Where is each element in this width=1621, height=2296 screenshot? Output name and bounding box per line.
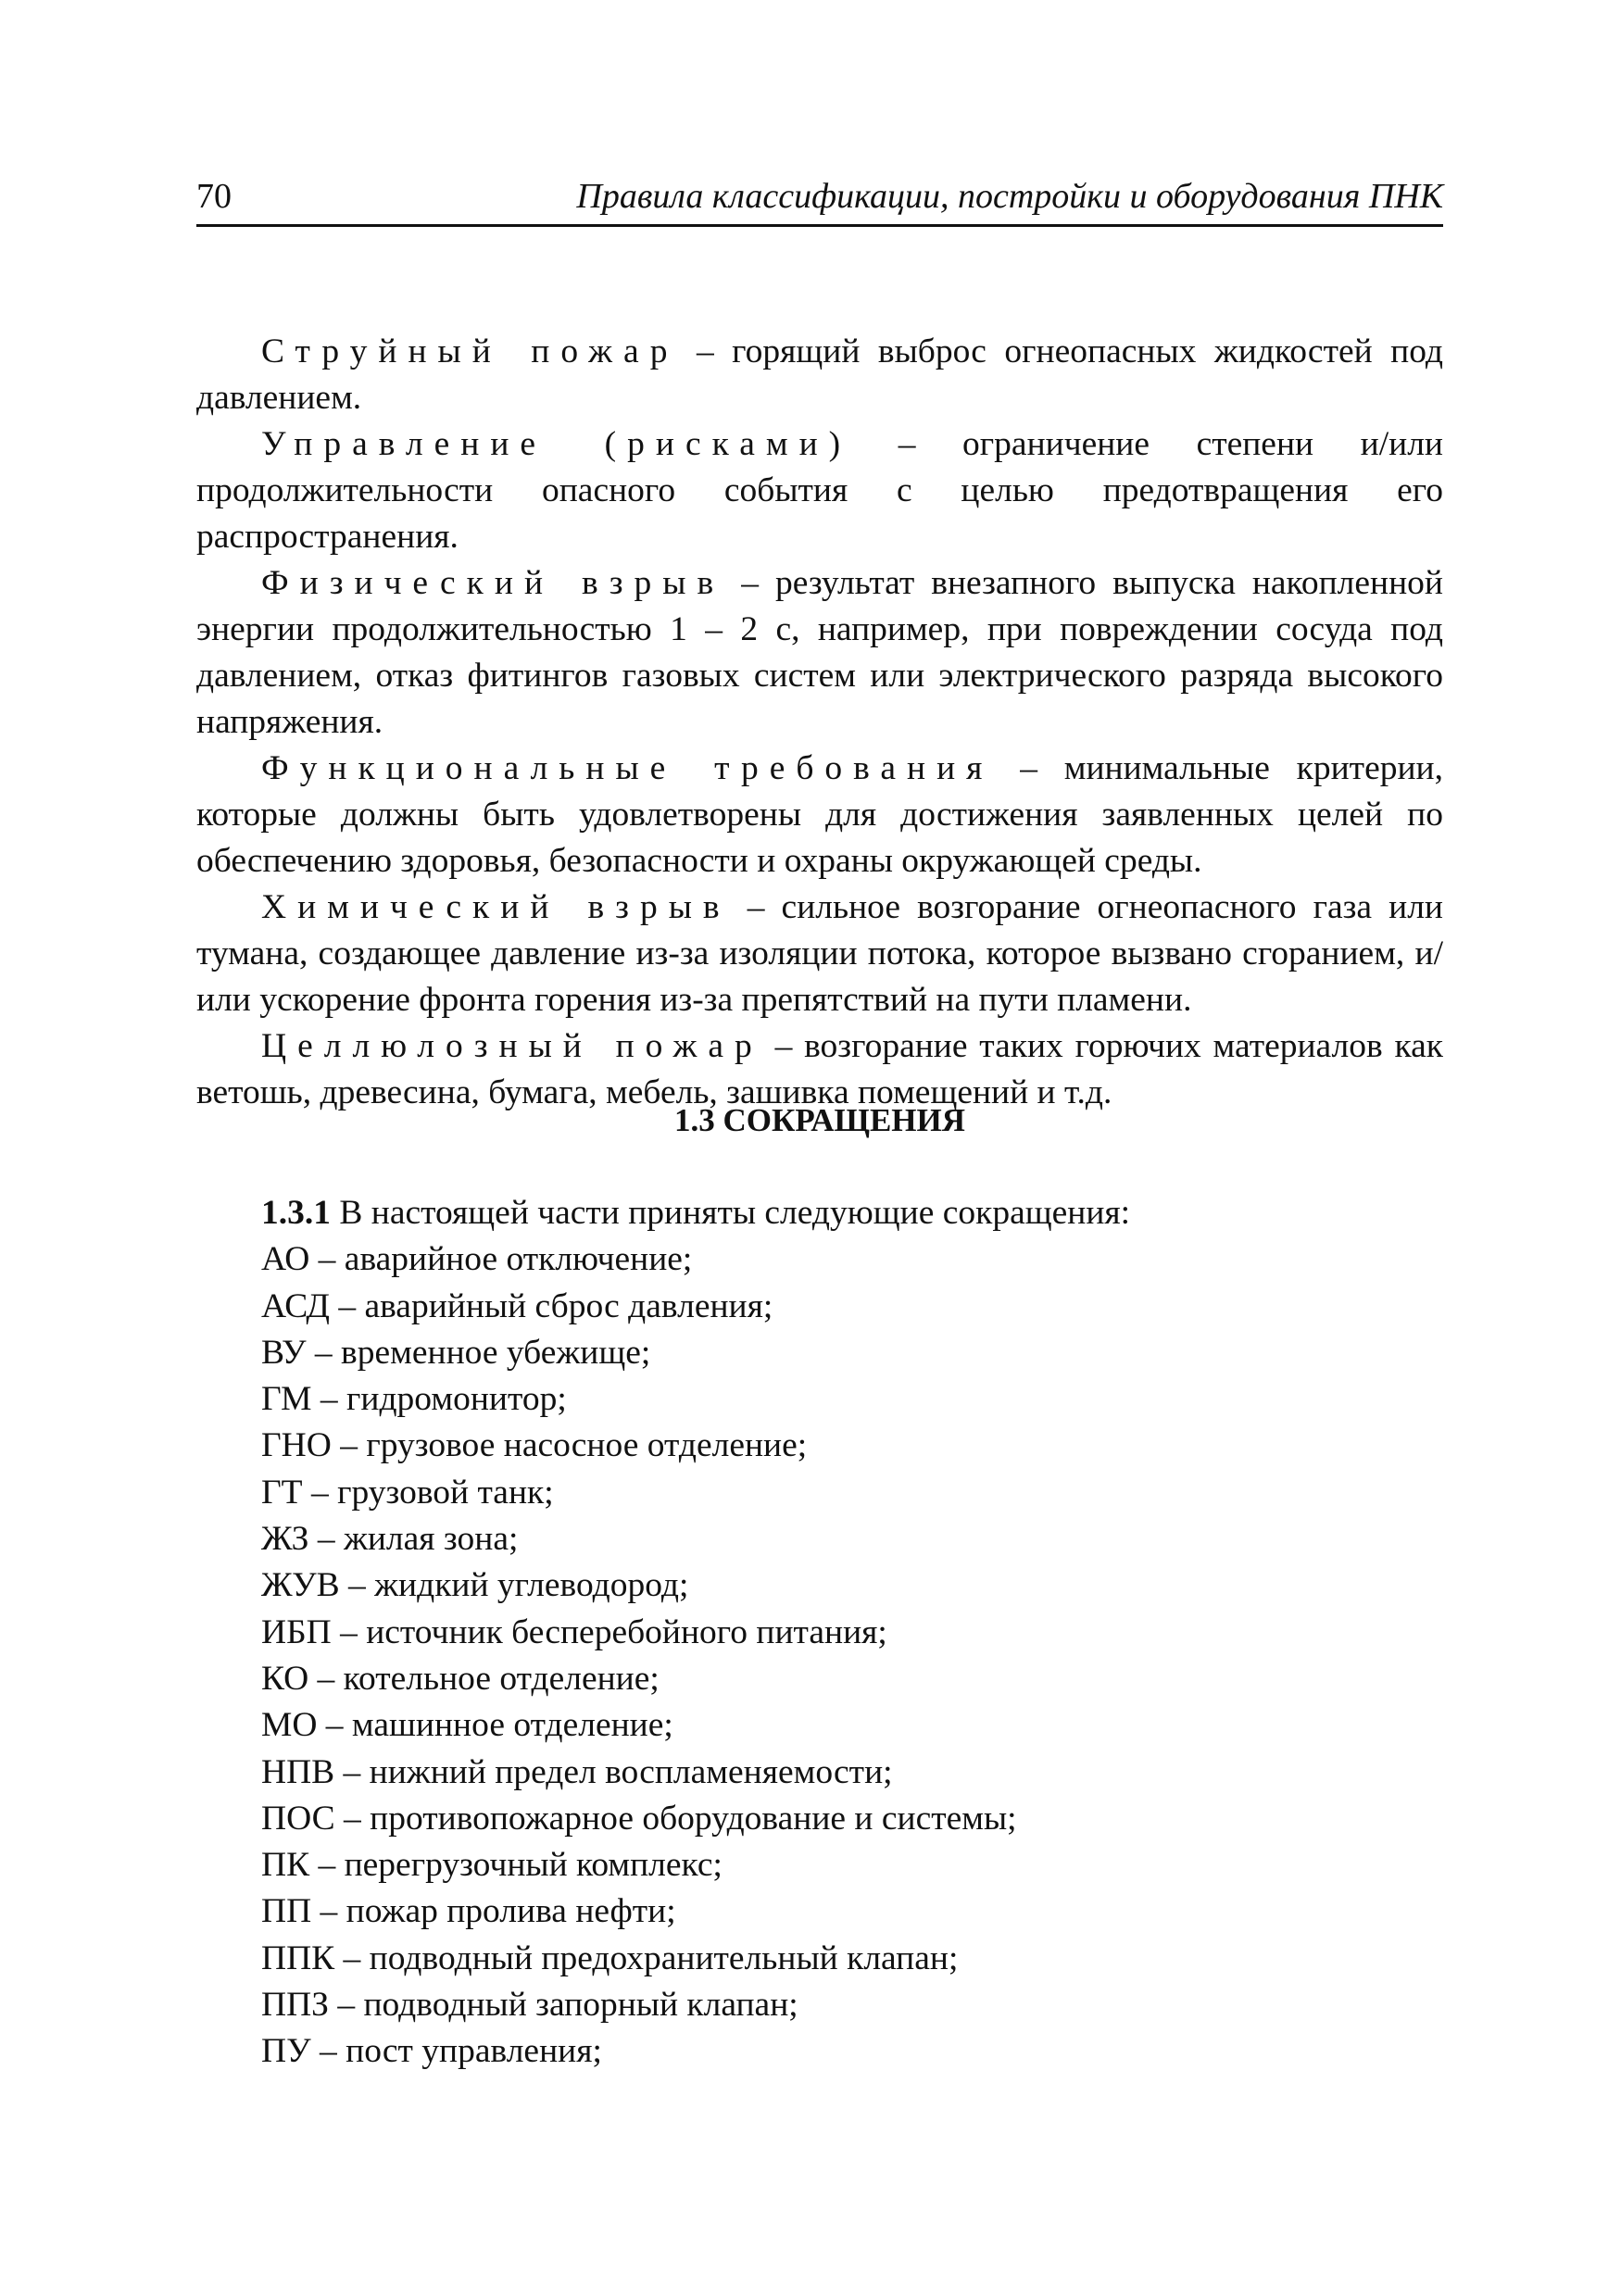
definition-term: Физический взрыв bbox=[261, 564, 725, 602]
abbreviation-item: ИБП – источник бесперебойного питания; bbox=[261, 1612, 887, 1651]
definition-text: – горящий выброс огнеопасных жидкостей под давлением. bbox=[196, 332, 1443, 417]
abbreviation-item: ППЗ – подводный запорный клапан; bbox=[261, 1986, 798, 2025]
definition-paragraph bbox=[196, 746, 1443, 885]
abbreviation-item: АО – аварийное отключение; bbox=[261, 1240, 693, 1279]
running-header bbox=[196, 176, 1443, 227]
page-number: 70 bbox=[196, 177, 232, 216]
definition-term: Управление (рисками) bbox=[261, 425, 852, 463]
abbreviation-item: ГМ – гидромонитор; bbox=[261, 1380, 567, 1419]
definition-term: Химический взрыв bbox=[261, 888, 731, 926]
definitions-section bbox=[196, 329, 1443, 1116]
definition-paragraph bbox=[196, 421, 1443, 560]
abbreviation-item: АСД – аварийный сброс давления; bbox=[261, 1286, 773, 1325]
abbreviations-section bbox=[261, 1190, 1443, 2076]
abbreviation-item: НПВ – нижний предел воспламеняемости; bbox=[261, 1752, 893, 1791]
definition-text: – ограничение степени и/или продолжительности опасного события с целью предотвращения его распространения. bbox=[196, 425, 1443, 556]
clause-number: 1.3.1 bbox=[261, 1194, 331, 1232]
abbreviation-item: ЖЗ – жилая зона; bbox=[261, 1520, 519, 1559]
abbreviation-item: ЖУВ – жидкий углеводород; bbox=[261, 1566, 689, 1605]
abbreviation-item: ПОС – противопожарное оборудование и системы; bbox=[261, 1799, 1017, 1838]
abbreviation-item: ПУ – пост управления; bbox=[261, 2032, 602, 2071]
intro-text: В настоящей части приняты следующие сокращения: bbox=[331, 1194, 1131, 1232]
abbreviation-item: МО – машинное отделение; bbox=[261, 1706, 673, 1745]
abbreviation-item: ГТ – грузовой танк; bbox=[261, 1473, 554, 1512]
section-heading: 1.3 СОКРАЩЕНИЯ bbox=[673, 1102, 966, 1138]
definition-text: – возгорание таких горючих материалов как ветошь, древесина, бумага, мебель, зашивка помещений и т.д. bbox=[196, 1027, 1443, 1111]
abbreviation-item: ППК – подводный предохранительный клапан; bbox=[261, 1938, 959, 1977]
abbreviation-item: ПК – перегрузочный комплекс; bbox=[261, 1846, 723, 1885]
abbreviation-item: ПП – пожар пролива нефти; bbox=[261, 1892, 676, 1931]
running-header-title: Правила классификации, постройки и оборудования ПНК bbox=[576, 177, 1443, 216]
abbreviation-item: ВУ – временное убежище; bbox=[261, 1333, 651, 1372]
definition-paragraph bbox=[196, 329, 1443, 421]
definition-paragraph bbox=[196, 560, 1443, 746]
abbreviation-item: ГНО – грузовое насосное отделение; bbox=[261, 1426, 808, 1465]
definition-term: Струйный пожар bbox=[261, 332, 679, 370]
definition-text: – минимальные критерии, которые должны быть удовлетворены для достижения заявленных целей по обеспечению здоровья, безопасности и охраны окружающей среды. bbox=[196, 749, 1443, 880]
definition-term: Целлюлозный пожар bbox=[261, 1027, 763, 1065]
definition-paragraph bbox=[196, 885, 1443, 1023]
abbreviation-list bbox=[261, 1236, 1443, 2075]
definition-text: – сильное возгорание огнеопасного газа или тумана, создающее давление из-за изоляции потока, которое вызвано сгоранием, и/или ускорение фронта горения из-за препятствий на пути пламени. bbox=[196, 888, 1443, 1019]
abbreviations-intro bbox=[261, 1190, 1443, 1236]
abbreviation-item: КО – котельное отделение; bbox=[261, 1659, 660, 1698]
definition-text: – результат внезапного выпуска накопленной энергии продолжительностью 1 – 2 с, например, при повреждении сосуда под давлением, отказ фитингов газовых систем или электрического разряда высокого напряжения. bbox=[196, 564, 1443, 741]
definition-term: Функциональные требования bbox=[261, 749, 994, 787]
